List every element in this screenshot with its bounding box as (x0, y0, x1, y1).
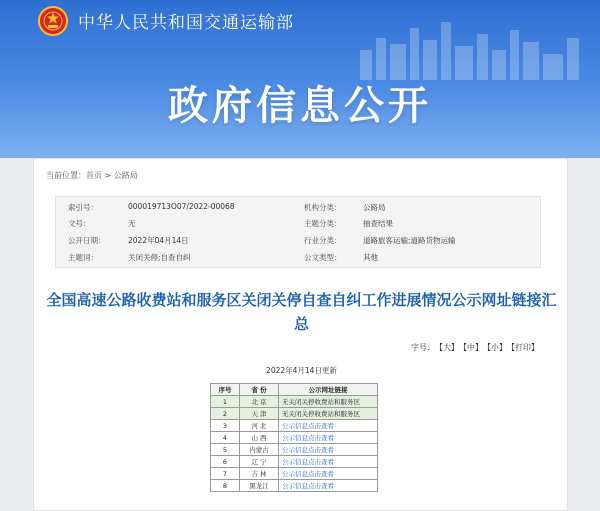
row-link[interactable]: 公示信息点击查看 (282, 470, 334, 478)
table-row (211, 396, 378, 408)
breadcrumb-prefix: 当前位置： (46, 171, 86, 180)
meta-topic-label: 主题分类： (304, 219, 342, 228)
meta-agency-value: 公路局 (363, 203, 386, 212)
meta-docno-value: 无 (128, 219, 136, 228)
row-province: 辽 宁 (240, 456, 279, 468)
column-header-no: 序号 (211, 384, 240, 396)
update-date-note: 2022年4月14日更新 (266, 366, 337, 375)
print-button[interactable]: 【打印】 (511, 343, 539, 352)
row-province: 内蒙古 (240, 444, 279, 456)
column-header-link: 公示网址链接 (279, 384, 378, 396)
document-title: 全国高速公路收费站和服务区关闭关停自查自纠工作进展情况公示网址链接汇总 (46, 291, 557, 333)
meta-date-value: 2022年04月14日 (128, 236, 189, 245)
table-row (211, 408, 378, 420)
row-number: 2 (211, 408, 240, 420)
table-row (211, 468, 378, 480)
table-header-row (211, 384, 378, 396)
content-panel (33, 158, 568, 511)
meta-doctype-value: 其他 (363, 253, 378, 262)
table-row (211, 444, 378, 456)
row-province: 河 北 (240, 420, 279, 432)
table-row (211, 420, 378, 432)
document-metadata-box (55, 196, 541, 268)
row-link[interactable]: 公示信息点击查看 (282, 446, 334, 454)
meta-index-value: 000019713O07/2022-00068 (128, 202, 235, 211)
section-banner-title: 政府信息公开 (168, 83, 432, 129)
row-number: 7 (211, 468, 240, 480)
site-title[interactable]: 中华人民共和国交通运输部 (78, 13, 294, 33)
row-number: 1 (211, 396, 240, 408)
header-banner (0, 0, 600, 158)
row-number: 8 (211, 480, 240, 492)
city-skyline-decoration (340, 20, 600, 80)
meta-topic-value: 抽查结果 (363, 219, 393, 228)
meta-docno-label: 文号： (68, 219, 91, 228)
table-row (211, 432, 378, 444)
font-medium-button[interactable]: 【中】 (463, 343, 483, 352)
font-size-controls (407, 342, 539, 353)
meta-agency-label: 机构分类： (304, 203, 342, 212)
table-row (211, 456, 378, 468)
row-number: 3 (211, 420, 240, 432)
breadcrumb-separator: > (104, 171, 112, 180)
meta-industry-label: 行业分类： (304, 236, 342, 245)
row-province: 天 津 (240, 408, 279, 420)
breadcrumb-current-link[interactable]: 公路局 (113, 171, 138, 180)
row-link[interactable]: 公示信息点击查看 (282, 434, 334, 442)
row-link-text: 无关闭关停收费站和服务区 (279, 396, 378, 408)
row-province: 山 西 (240, 432, 279, 444)
meta-doctype-label: 公文类型： (304, 253, 342, 262)
row-link[interactable]: 公示信息点击查看 (282, 422, 334, 430)
meta-date-label: 公开日期： (68, 236, 106, 245)
font-large-button[interactable]: 【大】 (439, 343, 459, 352)
row-province: 北 京 (240, 396, 279, 408)
row-province: 吉 林 (240, 468, 279, 480)
row-province: 黑龙江 (240, 480, 279, 492)
breadcrumb-home-link[interactable]: 首页 (86, 171, 102, 180)
national-emblem-icon (38, 6, 68, 36)
meta-industry-value: 道路旅客运输;道路货物运输 (363, 236, 456, 245)
meta-index-label: 索引号： (68, 203, 98, 212)
links-table (210, 383, 378, 492)
row-link[interactable]: 公示信息点击查看 (282, 458, 334, 466)
meta-keywords-value: 关闭关停;自查自纠 (128, 253, 191, 262)
row-number: 6 (211, 456, 240, 468)
column-header-province: 省 份 (240, 384, 279, 396)
breadcrumb (46, 170, 138, 181)
table-row (211, 480, 378, 492)
font-small-button[interactable]: 【小】 (487, 343, 507, 352)
row-link[interactable]: 公示信息点击查看 (282, 482, 334, 490)
row-number: 5 (211, 444, 240, 456)
row-link-text: 无关闭关停收费站和服务区 (279, 408, 378, 420)
meta-keywords-label: 主题词： (68, 253, 98, 262)
font-size-label: 字号： (411, 343, 435, 352)
row-number: 4 (211, 432, 240, 444)
